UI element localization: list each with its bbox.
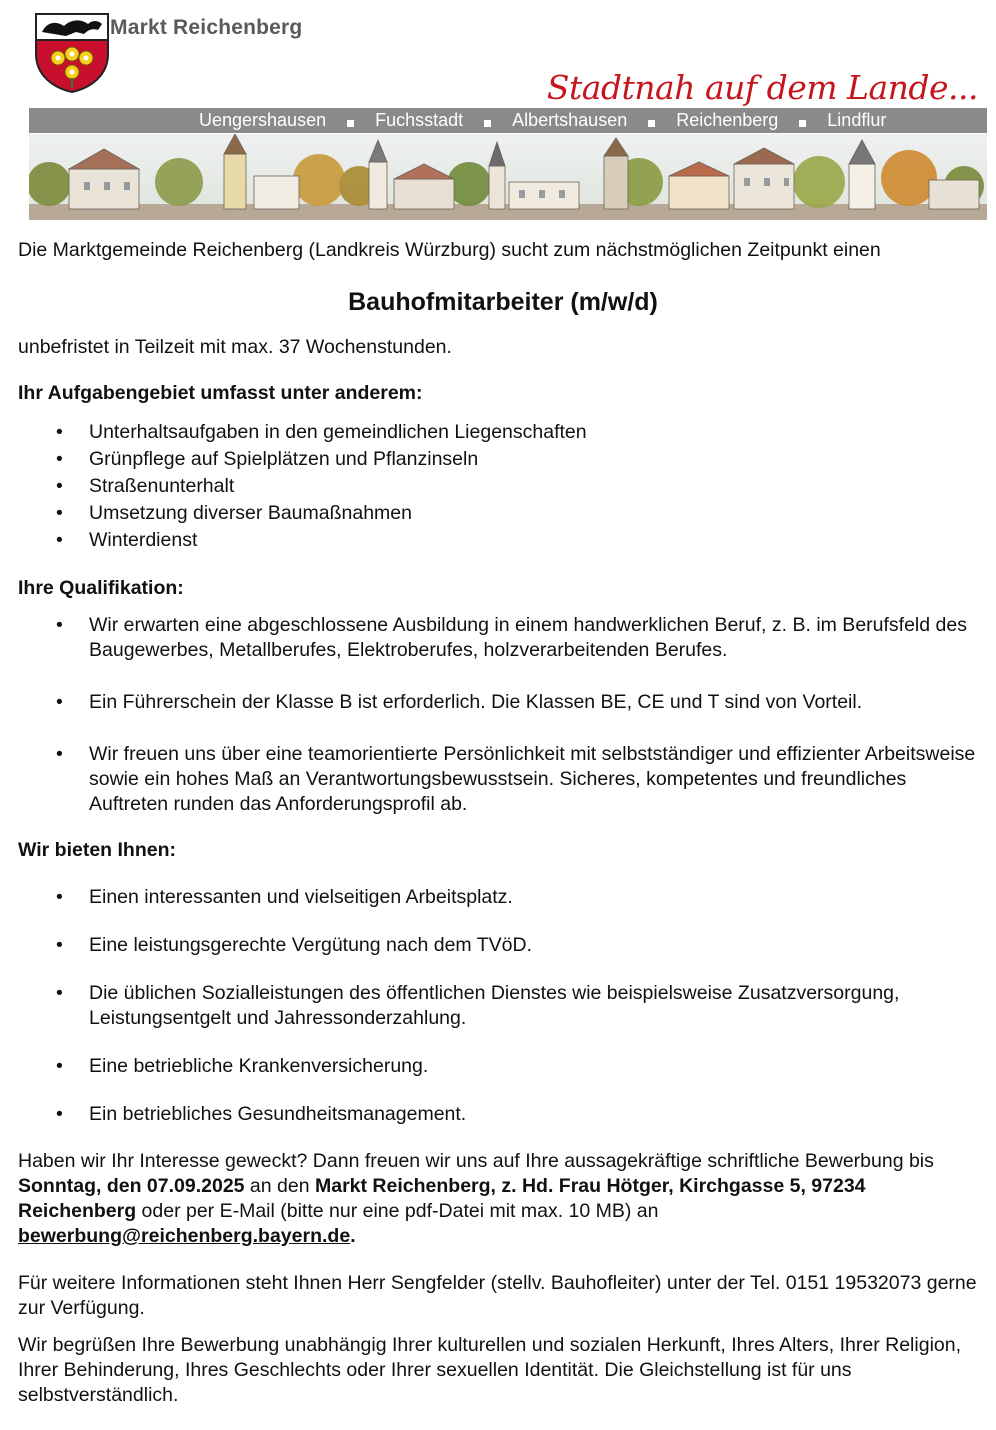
tasks-heading: Ihr Aufgabengebiet umfasst unter anderem:	[18, 382, 423, 404]
list-item: • Ein Führerschein der Klasse B ist erforderlich. Die Klassen BE, CE und T sind von Vorteil.	[18, 690, 988, 715]
nav-item-fuchsstadt[interactable]: Fuchsstadt	[375, 110, 464, 130]
nav-separator	[484, 120, 491, 127]
application-address: Markt Reichenberg, z. Hd. Frau Hötger, Kirchgasse 5, 97234 Reichenberg	[18, 1175, 866, 1222]
list-item: • Grünpflege auf Spielplätzen und Pflanzinseln	[18, 446, 988, 473]
application-email-link[interactable]: bewerbung@reichenberg.bayern.de	[18, 1225, 351, 1247]
offers-heading: Wir bieten Ihnen:	[18, 839, 176, 861]
application-text: an den	[244, 1175, 315, 1197]
nav-separator	[347, 120, 354, 127]
job-title: Bauhofmitarbeiter (m/w/d)	[348, 288, 658, 316]
contact-info: Für weitere Informationen steht Ihnen Herr Sengfelder (stellv. Bauhofleiter) unter der Tel. 0151 19532073 gerne zur Verfügung.	[18, 1272, 977, 1319]
nav-item-lindflur[interactable]: Lindflur	[827, 110, 887, 130]
application-text: oder per E-Mail (bitte nur eine pdf-Datei mit max. 10 MB) an	[136, 1200, 659, 1222]
slogan: Stadtnah auf dem Lande...	[546, 68, 978, 107]
nav-item-reichenberg[interactable]: Reichenberg	[676, 110, 779, 130]
nav-item-uengershausen[interactable]: Uengershausen	[199, 110, 327, 130]
qualification-list	[18, 613, 988, 817]
village-navbar	[29, 108, 987, 133]
coat-of-arms-logo	[32, 10, 112, 94]
list-item: • Straßenunterhalt	[18, 473, 988, 500]
application-text: .	[350, 1225, 356, 1247]
list-item: • Wir freuen uns über eine teamorientierte Persönlichkeit mit selbstständiger und effizienter Arbeitsweise sowie ein hohes Maß an Verantwortungsbewusstsein. Sicheres, kompetentes und freundliches Auftreten runden das Anforderungsprofil ab.	[18, 742, 988, 817]
village-panorama-banner	[29, 134, 987, 220]
application-instructions	[18, 1149, 988, 1249]
list-item: • Einen interessanten und vielseitigen Arbeitsplatz.	[18, 885, 988, 910]
tasks-list	[18, 419, 988, 554]
intro-text: Die Marktgemeinde Reichenberg (Landkreis Würzburg) sucht zum nächstmöglichen Zeitpunkt einen	[18, 239, 881, 261]
list-item: • Umsetzung diverser Baumaßnahmen	[18, 500, 988, 527]
nav-item-albertshausen[interactable]: Albertshausen	[512, 110, 628, 130]
qualification-heading: Ihre Qualifikation:	[18, 577, 184, 599]
list-item: • Eine leistungsgerechte Vergütung nach dem TVöD.	[18, 933, 988, 958]
employment-terms: unbefristet in Teilzeit mit max. 37 Wochenstunden.	[18, 336, 452, 358]
application-deadline: Sonntag, den 07.09.2025	[18, 1175, 245, 1197]
list-item: • Ein betriebliches Gesundheitsmanagement.	[18, 1102, 988, 1127]
list-item: • Winterdienst	[18, 527, 988, 554]
posting-content	[18, 238, 988, 1408]
application-text: Haben wir Ihr Interesse geweckt? Dann freuen wir uns auf Ihre aussagekräftige schriftliche Bewerbung bis	[18, 1150, 934, 1172]
list-item: • Unterhaltsaufgaben in den gemeindlichen Liegenschaften	[18, 419, 988, 446]
nav-separator	[799, 120, 806, 127]
nav-separator	[648, 120, 655, 127]
list-item: • Wir erwarten eine abgeschlossene Ausbildung in einem handwerklichen Beruf, z. B. im Berufsfeld des Baugewerbes, Metallberufes, Elektroberufes, holzverarbeitenden Berufes.	[18, 613, 988, 663]
brand-name: Markt Reichenberg	[110, 16, 303, 39]
offers-list	[18, 885, 988, 1127]
list-item: • Die üblichen Sozialleistungen des öffentlichen Dienstes wie beispielsweise Zusatzversorgung, Leistungsentgelt und Jahressonderzahlung.	[18, 981, 988, 1031]
list-item: • Eine betriebliche Krankenversicherung.	[18, 1054, 988, 1079]
diversity-statement: Wir begrüßen Ihre Bewerbung unabhängig Ihrer kulturellen und sozialen Herkunft, Ihres Alters, Ihrer Religion, Ihrer Behinderung, Ihres Geschlechts oder Ihrer sexuellen Identität. Die Gleichstellung ist für uns selbstverständlich.	[18, 1334, 962, 1406]
